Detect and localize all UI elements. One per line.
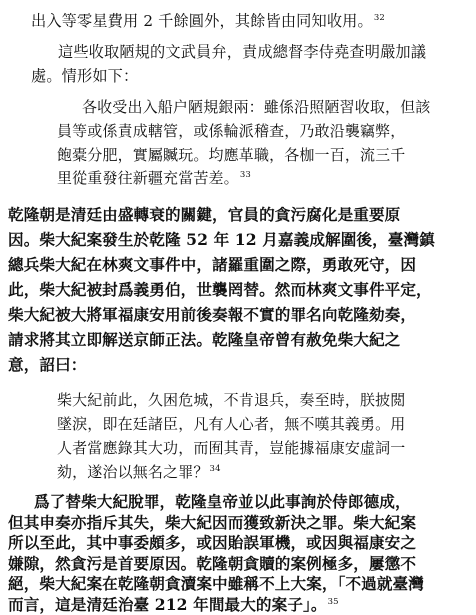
text-run: 里從重發往新疆充當苦差。: [57, 169, 239, 187]
paragraph-line: 嫌隙，然貪污是首要原因。乾隆朝貪贖的案例極多，屢懲不: [8, 553, 417, 573]
paragraph-line: [31, 11, 385, 31]
block-quote-line: 人者當應錄其大功，而囿其青，豈能據福康安虛詞一: [57, 439, 406, 457]
paragraph-line: 處。情形如下：: [31, 67, 139, 85]
paragraph-line: 柴大紀被大將軍福康安用前後奏報不實的罪名向乾隆劾奏，: [8, 305, 417, 324]
block-quote-line: 墜淚，即在廷諸臣，凡有人心者，無不嘆其義勇。用: [57, 415, 406, 433]
footnote-marker[interactable]: 32: [373, 13, 385, 23]
text-run: 劾，遂治以無名之罪？: [57, 463, 209, 481]
block-quote-line: [57, 462, 221, 482]
paragraph-line: 總兵柴大紀在林爽文事件中，諸羅重圍之際，勇敢死守，因: [8, 255, 417, 274]
paragraph-line: [8, 595, 339, 615]
paragraph-line: 乾隆朝是清廷由盛轉衰的關鍵，官員的貪污腐化是重要原: [8, 205, 401, 224]
text-run: 出入等零星費用 2 千餘圓外，其餘皆由同知收用。: [31, 12, 373, 30]
block-quote-line: [57, 168, 251, 188]
footnote-marker[interactable]: 35: [327, 596, 339, 607]
paragraph-line: 爲了替柴大紀脫罪，乾隆皇帝並以此事詢於侍郎德成，: [34, 492, 411, 511]
block-quote-line: 飽橐分肥，實屬贓玩。均應革職，各枷一百，流三千: [57, 146, 406, 164]
paragraph-line: 因。柴大紀案發生於乾隆 52 年 12 月嘉義成解圍後，臺灣鎮: [8, 230, 435, 249]
footnote-marker[interactable]: 34: [209, 464, 221, 474]
paragraph-line: 請求將其立即解送京師正法。乾隆皇帝曾有赦免柴大紀之: [8, 330, 401, 349]
paragraph-line: 絕，柴大紀案在乾隆朝貪瀆案中雖稱不上大案，「不過就臺灣: [8, 574, 424, 593]
block-quote-line: 各收受出入船户陋規銀兩：雖係沿照陋習收取，但該: [82, 98, 431, 116]
paragraph-line: 所以至此，其中事委頗多，或因貽誤軍機，或因與福康安之: [8, 533, 417, 552]
block-quote-line: 員等或係責成轄管，或係輪派稽查，乃敢沿襲竊弊，: [57, 122, 406, 140]
paragraph-line: 這些收取陋規的文武員弁，責成總督李侍堯查明嚴加議: [58, 43, 427, 61]
text-run: 而言，這是清廷治臺 212 年間最大的案子」。: [8, 594, 327, 614]
paragraph-line: 意，詔曰：: [8, 355, 87, 374]
footnote-marker[interactable]: 33: [239, 170, 251, 180]
paragraph-line: 此，柴大紀被封爲義勇伯，世襲罔替。然而林爽文事件平定，: [8, 280, 432, 299]
block-quote-line: 柴大紀前此，久困危城，不肯退兵，奏至時，朕披閲: [57, 391, 406, 409]
paragraph-line: 但其申奏亦指斥其失，柴大紀因而獲致新決之罪。柴大紀案: [8, 512, 417, 532]
